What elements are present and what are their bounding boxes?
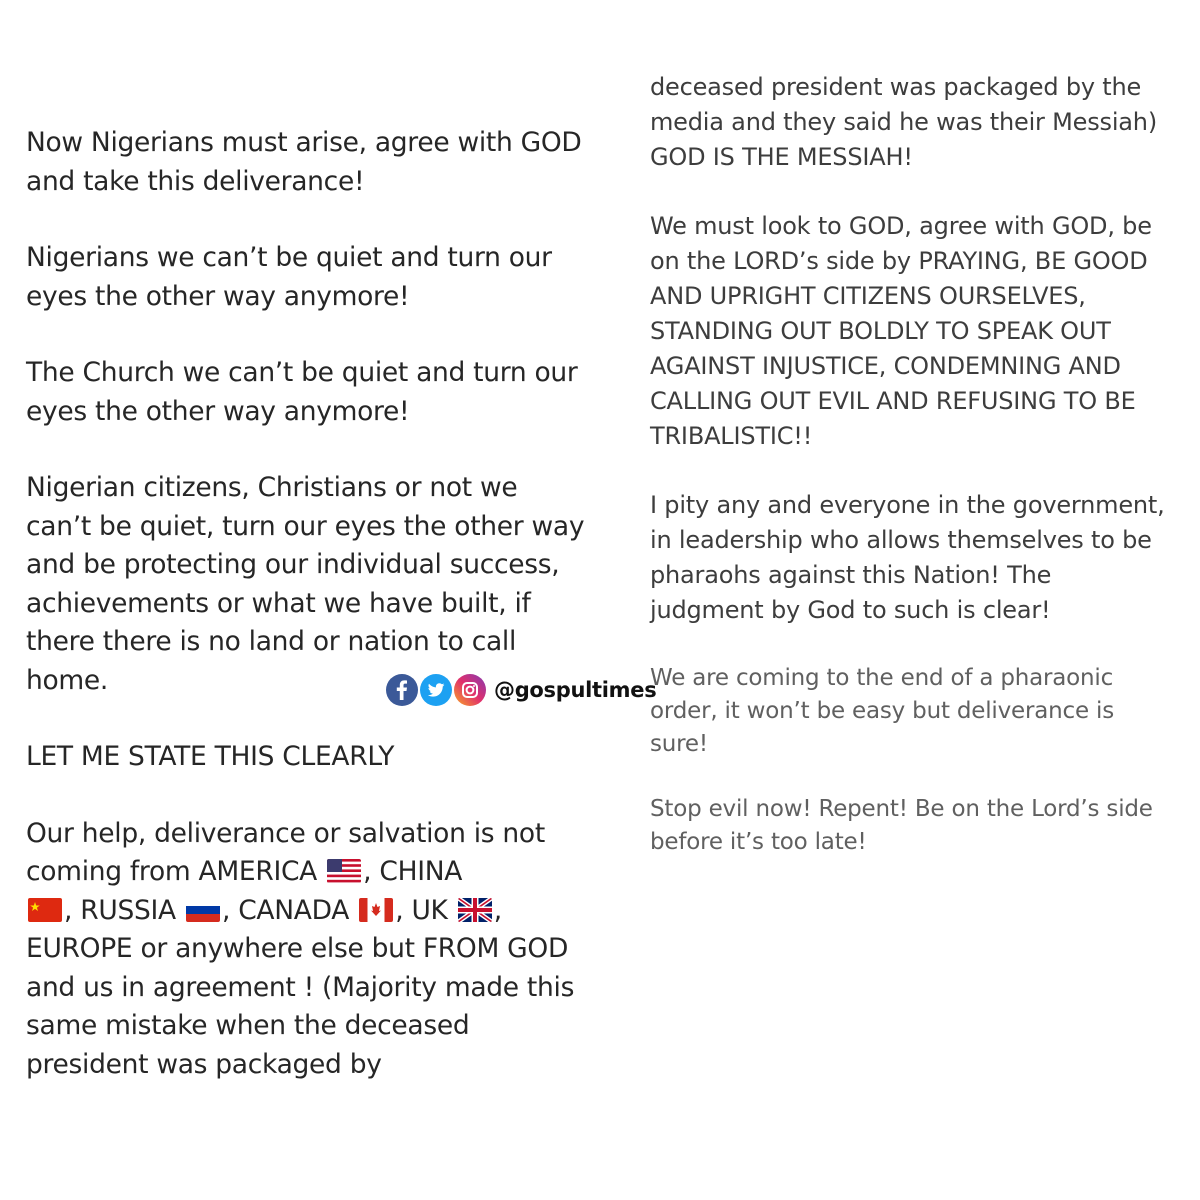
paragraph <box>26 815 586 1085</box>
watermark-handle: @gospultimes <box>494 678 657 702</box>
paragraph: Nigerian citizens, Christians or not we can’t be quiet, turn our eyes the other way and be protecting our individual success, achievements or what we have built, if there there is no land or nation to call home. <box>26 472 585 696</box>
right-column <box>650 70 1170 891</box>
text-segment: , CANADA <box>221 894 350 926</box>
twitter-icon <box>420 674 452 706</box>
text-segment: , EUROPE or anywhere else but FROM GOD and us in agreement ! (Majority made this same mistake when the deceased president was packaged by <box>26 894 575 1080</box>
paragraph: We are coming to the end of a pharaonic order, it won’t be easy but deliverance is sure! <box>650 665 1114 757</box>
paragraph: The Church we can’t be quiet and turn our eyes the other way anymore! <box>26 357 578 427</box>
text-segment: , UK <box>395 894 448 926</box>
text-segment: , CHINA <box>363 856 463 887</box>
instagram-icon <box>454 674 486 706</box>
paragraph: deceased president was packaged by the media and they said he was their Messiah) GOD IS THE MESSIAH! <box>650 73 1157 171</box>
uk-flag-icon <box>458 898 492 922</box>
china-flag-icon <box>28 898 62 922</box>
paragraph: Nigerians we can’t be quiet and turn our eyes the other way anymore! <box>26 242 552 312</box>
text-segment: , RUSSIA <box>64 894 176 926</box>
watermark <box>386 672 656 708</box>
paragraph: Stop evil now! Repent! Be on the Lord’s side before it’s too late! <box>650 796 1153 855</box>
paragraph: Now Nigerians must arise, agree with GOD and take this deliverance! <box>26 127 582 197</box>
text-segment: Our help, deliverance or salvation is not coming from AMERICA <box>26 817 545 887</box>
us-flag-icon <box>327 859 361 883</box>
facebook-icon <box>386 674 418 706</box>
paragraph: I pity any and everyone in the government, in leadership who allows themselves to be pharaohs against this Nation! The judgment by God to such is clear! <box>650 491 1165 624</box>
russia-flag-icon <box>186 898 220 922</box>
paragraph: We must look to GOD, agree with GOD, be on the LORD’s side by PRAYING, BE GOOD AND UPRIGHT CITIZENS OURSELVES, STANDING OUT BOLDLY TO SPEAK OUT AGAINST INJUSTICE, CONDEMNING AND CALLING OUT EVIL AND REFUSING TO BE TRIBALISTIC!! <box>650 212 1152 450</box>
paragraph: LET ME STATE THIS CLEARLY <box>26 741 395 772</box>
canada-flag-icon <box>359 898 393 922</box>
left-column <box>26 124 586 1122</box>
